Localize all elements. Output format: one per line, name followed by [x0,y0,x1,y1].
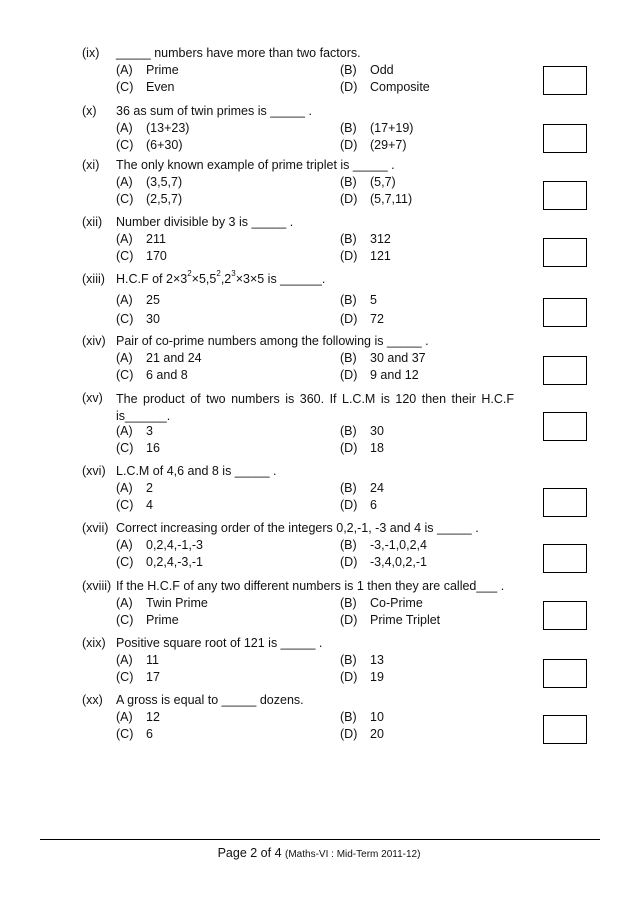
question-stem: _____ numbers have more than two factors. [116,46,361,60]
answer-box[interactable] [543,124,587,153]
answer-box[interactable] [543,601,587,630]
option-c: (C) 6 and 8 [116,368,188,382]
question-stem: The only known example of prime triplet is _____ . [116,158,395,172]
answer-box[interactable] [543,544,587,573]
question-number: (xii) [82,215,103,229]
option-b: (B) 10 [340,710,384,724]
option-b: (B) 312 [340,232,391,246]
option-c: (C) (6+30) [116,138,183,152]
question-number: (xx) [82,693,103,707]
option-b: (B) 30 [340,424,384,438]
answer-box[interactable] [543,488,587,517]
question-number: (xiv) [82,334,106,348]
answer-box[interactable] [543,659,587,688]
option-d: (D) 121 [340,249,391,263]
footer-divider [40,839,600,840]
question-number: (xvii) [82,521,109,535]
option-b: (B) (17+19) [340,121,414,135]
question-stem: L.C.M of 4,6 and 8 is _____ . [116,464,277,478]
question-number: (xvi) [82,464,106,478]
question-stem: H.C.F of $2\times 3^2\times 5,5^2,2^3\times 3\times 5$ is ______. [116,269,326,286]
option-c: (C) 4 [116,498,153,512]
option-a: (A) 211 [116,232,166,246]
option-c: (C) 6 [116,727,153,741]
option-a: (A) 12 [116,710,160,724]
answer-box[interactable] [543,298,587,327]
option-a: (A) 3 [116,424,153,438]
answer-box[interactable] [543,356,587,385]
option-d: (D) (29+7) [340,138,407,152]
option-a: (A) Twin Prime [116,596,208,610]
option-b: (B) 30 and 37 [340,351,426,365]
option-d: (D) 72 [340,312,384,326]
option-c: (C) 170 [116,249,167,263]
question-stem: 36 as sum of twin primes is _____ . [116,104,312,118]
option-a: (A) (3,5,7) [116,175,183,189]
option-c: (C) 0,2,4,-3,-1 [116,555,203,569]
option-a: (A) 11 [116,653,159,667]
option-d: (D) 18 [340,441,384,455]
option-b: (B) Odd [340,63,394,77]
question-number: (xv) [82,391,103,405]
answer-box[interactable] [543,412,587,441]
answer-box[interactable] [543,715,587,744]
question-number: (xiii) [82,272,105,286]
question-number: (x) [82,104,97,118]
option-b: (B) 24 [340,481,384,495]
question-stem: Positive square root of 121 is _____ . [116,636,323,650]
option-c: (C) (2,5,7) [116,192,183,206]
question-number: (xi) [82,158,100,172]
question-number: (ix) [82,46,100,60]
question-stem: Correct increasing order of the integers 0,2,-1, -3 and 4 is _____ . [116,521,479,535]
option-a: (A) 21 and 24 [116,351,202,365]
question-stem: If the H.C.F of any two different numbers is 1 then they are called___ . [116,579,505,593]
option-a: (A) 25 [116,293,160,307]
question-stem: Number divisible by 3 is _____ . [116,215,294,229]
option-c: (C) 30 [116,312,160,326]
page-number: Page 2 of 4 [217,846,282,860]
option-b: (B) (5,7) [340,175,396,189]
question-number: (xix) [82,636,106,650]
option-d: (D) 19 [340,670,384,684]
option-a: (A) (13+23) [116,121,190,135]
question-stem: The product of two numbers is 360. If L.C.M is 120 then their H.C.F is______. [116,392,514,423]
option-a: (A) 0,2,4,-1,-3 [116,538,203,552]
option-c: (C) Prime [116,613,179,627]
option-d: (D) Prime Triplet [340,613,441,627]
question-number: (xviii) [82,579,112,593]
option-a: (A) Prime [116,63,179,77]
option-c: (C) Even [116,80,175,94]
option-b: (B) 13 [340,653,384,667]
page-footer [0,846,638,860]
option-c: (C) 17 [116,670,160,684]
option-c: (C) 16 [116,441,160,455]
option-d: (D) 20 [340,727,384,741]
answer-box[interactable] [543,181,587,210]
question-stem: Pair of co-prime numbers among the following is _____ . [116,334,429,348]
option-a: (A) 2 [116,481,153,495]
option-d: (D) (5,7,11) [340,192,413,206]
exam-label: (Maths-VI : Mid-Term 2011-12) [285,849,421,860]
option-b: (B) Co-Prime [340,596,423,610]
option-d: (D) 9 and 12 [340,368,419,382]
answer-box[interactable] [543,66,587,95]
option-b: (B) -3,-1,0,2,4 [340,538,427,552]
option-b: (B) 5 [340,293,377,307]
option-d: (D) Composite [340,80,430,94]
question-stem: A gross is equal to _____ dozens. [116,693,304,707]
option-d: (D) 6 [340,498,377,512]
answer-box[interactable] [543,238,587,267]
option-d: (D) -3,4,0,2,-1 [340,555,427,569]
